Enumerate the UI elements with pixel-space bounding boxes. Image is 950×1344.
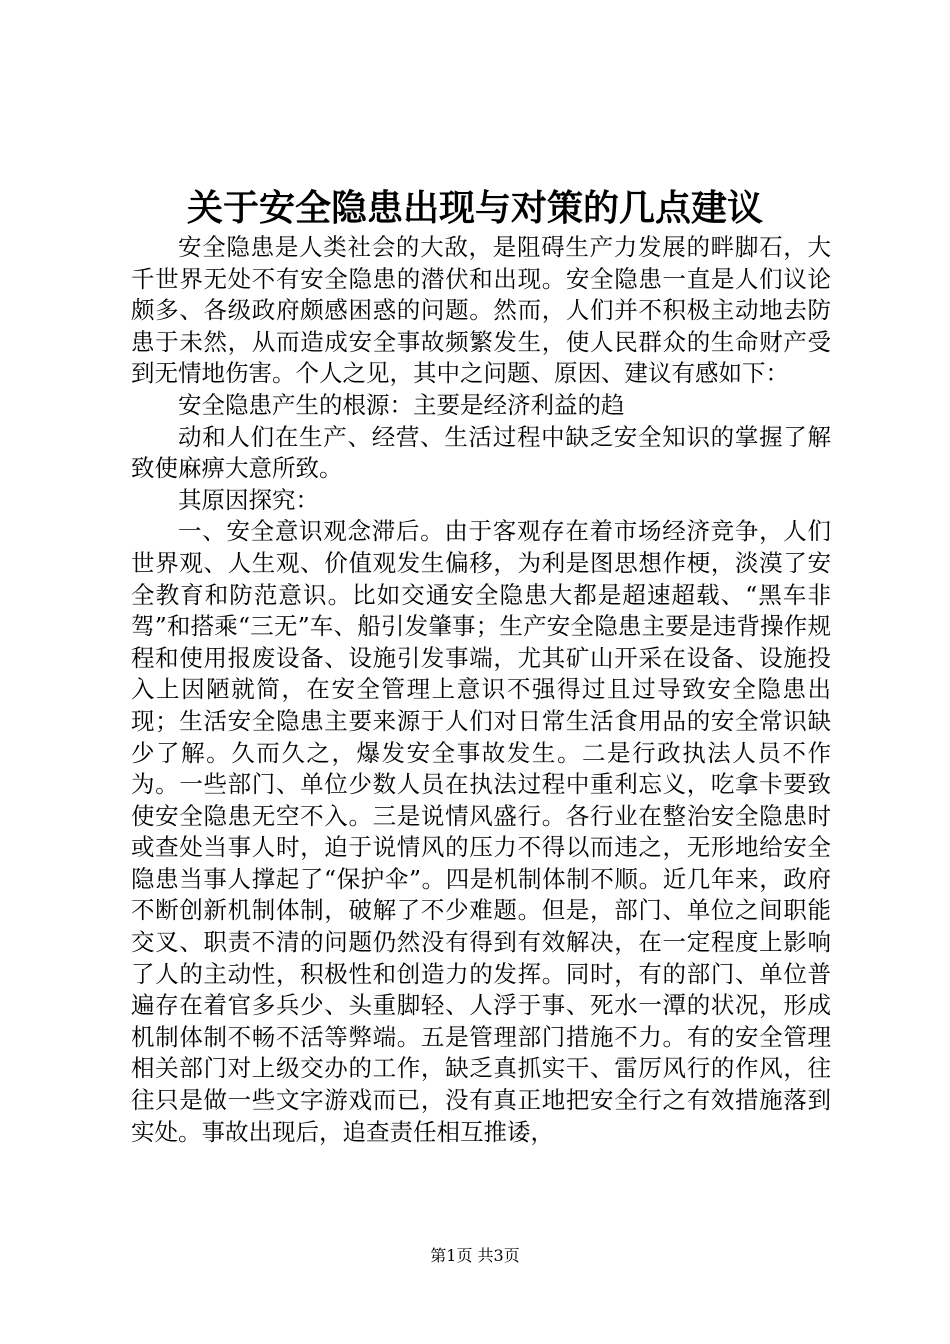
paragraph-root-cause-continued: 动和人们在生产、经营、生活过程中缺乏安全知识的掌握了解致使麻痹大意所致。 [131,422,831,483]
paragraph-reasons-heading: 其原因探究： [178,485,319,514]
paragraph-root-cause: 安全隐患产生的根源：主要是经济利益的趋 [178,390,625,419]
document-title: 关于安全隐患出现与对策的几点建议 [186,187,763,229]
paragraph-intro: 安全隐患是人类社会的大敌，是阻碍生产力发展的畔脚石，大千世界无处不有安全隐患的潜伏和出现。安全隐患一直是人们议论颇多、各级政府颇感困惑的问题。然而，人们并不积极主动地去防患于未然，从而造成安全事故频繁发生，使人民群众的生命财产受到无情地伤害。个人之见，其中之问题、原因、建议有感如下： [131,233,831,388]
paragraph-reasons-detail: 一、安全意识观念滞后。由于客观存在着市场经济竞争，人们世界观、人生观、价值观发生偏移，为利是图思想作梗，淡漠了安全教育和防范意识。比如交通安全隐患大都是超速超载、“黑车非驾”和搭乘“三无”车、船引发肇事；生产安全隐患主要是违背操作规程和使用报废设备、设施引发事端，尤其矿山开采在设备、设施投入上因陋就简，在安全管理上意识不强得过且过导致安全隐患出现；生活安全隐患主要来源于人们对日常生活食用品的安全常识缺少了解。久而久之，爆发安全事故发生。二是行政执法人员不作为。一些部门、单位少数人员在执法过程中重利忘义，吃拿卡要致使安全隐患无空不入。三是说情风盛行。各行业在整治安全隐患时或查处当事人时，迫于说情风的压力不得以而违之，无形地给安全隐患当事人撑起了“保护伞”。四是机制体制不顺。近几年来，政府不断创新机制体制，破解了不少难题。但是，部门、单位之间职能交叉、职责不清的问题仍然没有得到有效解决，在一定程度上影响了人的主动性，积极性和创造力的发挥。同时，有的部门、单位普遍存在着官多兵少、头重脚轻、人浮于事、死水一潭的状况，形成机制体制不畅不活等弊端。五是管理部门措施不力。有的安全管理相关部门对上级交办的工作，缺乏真抓实干、雷厉风行的作风，往往只是做一些文字游戏而已，没有真正地把安全行之有效措施落到实处。事故出现后，追查责任相互推诿， [131,517,831,1146]
document-body [131,232,831,1148]
page-footer: 第1页 共3页 [430,1246,520,1265]
